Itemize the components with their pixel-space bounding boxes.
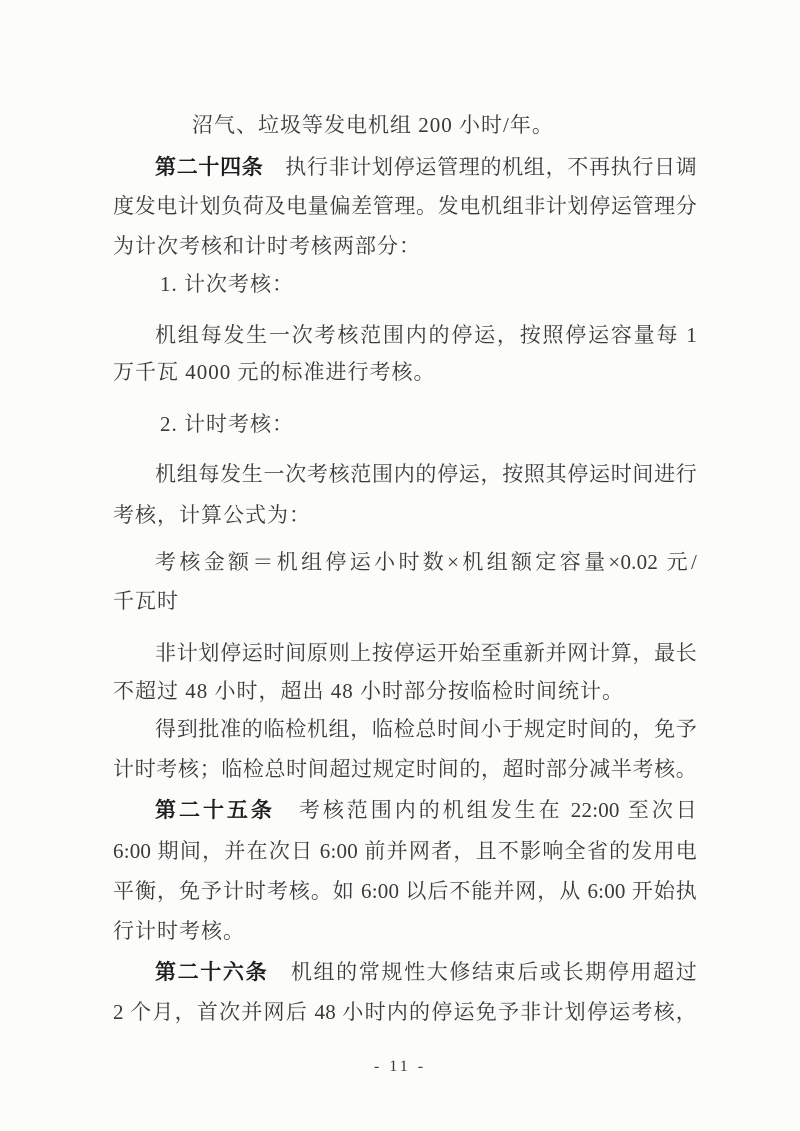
text-line <box>160 409 294 440</box>
article-heading: 第二十六条 <box>155 960 269 984</box>
text-line <box>113 357 436 388</box>
text-line <box>113 676 624 707</box>
text-line <box>113 191 697 222</box>
text-line <box>192 110 554 141</box>
text-run: 平衡，免予计时考核。如 6:00 以后不能并网，从 6:00 开始执 <box>113 879 697 903</box>
text-run: 2. 计时考核： <box>160 412 294 436</box>
text-run: 执行非计划停运管理的机组，不再执行日调 <box>263 155 697 179</box>
text-run: 得到批准的临检机组，临检总时间小于规定时间的，免予 <box>155 717 697 741</box>
article-heading: 第二十四条 <box>155 155 264 179</box>
text-run: 为计次考核和计时考核两部分： <box>113 234 421 258</box>
text-run: 度发电计划负荷及电量偏差管理。发电机组非计划停运管理分 <box>113 194 697 218</box>
text-line <box>155 459 697 490</box>
text-run: 非计划停运时间原则上按停运开始至重新并网计算，最长 <box>155 641 697 665</box>
text-line <box>160 269 294 300</box>
text-line <box>155 638 697 669</box>
text-line <box>113 997 697 1028</box>
text-line <box>155 547 697 578</box>
text-run: 考核，计算公式为： <box>113 503 311 527</box>
text-line <box>155 320 697 351</box>
text-run: 机组每发生一次考核范围内的停运，按照停运容量每 1 <box>155 323 697 347</box>
text-run: 2 个月，首次并网后 48 小时内的停运免予非计划停运考核， <box>113 1000 697 1024</box>
text-run: 机组每发生一次考核范围内的停运，按照其停运时间进行 <box>155 462 697 486</box>
text-line <box>113 876 697 907</box>
text-run: 千瓦时 <box>113 589 179 613</box>
text-line <box>113 916 245 947</box>
article-line <box>155 795 697 826</box>
text-run: 考核范围内的机组发生在 22:00 至次日 <box>274 798 697 822</box>
text-run: 计时考核；临检总时间超过规定时间的，超时部分减半考核。 <box>113 757 697 781</box>
article-line <box>155 152 697 183</box>
text-line <box>113 586 179 617</box>
text-run: 万千瓦 4000 元的标准进行考核。 <box>113 360 436 384</box>
text-line <box>113 500 311 531</box>
page-number: - 11 - <box>373 1058 427 1075</box>
article-line <box>155 957 697 988</box>
article-heading: 第二十五条 <box>155 798 275 822</box>
text-run: 6:00 期间，并在次日 6:00 前并网者，且不影响全省的发用电 <box>113 839 697 863</box>
text-run: 考核金额＝机组停运小时数×机组额定容量×0.02 元/ <box>155 550 697 574</box>
text-run: 1. 计次考核： <box>160 272 294 296</box>
text-run: 机组的常规性大修结束后或长期停用超过 <box>268 960 697 984</box>
text-run: 不超过 48 小时，超出 48 小时部分按临检时间统计。 <box>113 679 624 703</box>
text-line <box>113 754 697 785</box>
text-line <box>155 714 697 745</box>
text-run: 沼气、垃圾等发电机组 200 小时/年。 <box>192 113 554 137</box>
text-run: 行计时考核。 <box>113 919 245 943</box>
text-line <box>113 836 697 867</box>
text-line <box>113 231 421 262</box>
